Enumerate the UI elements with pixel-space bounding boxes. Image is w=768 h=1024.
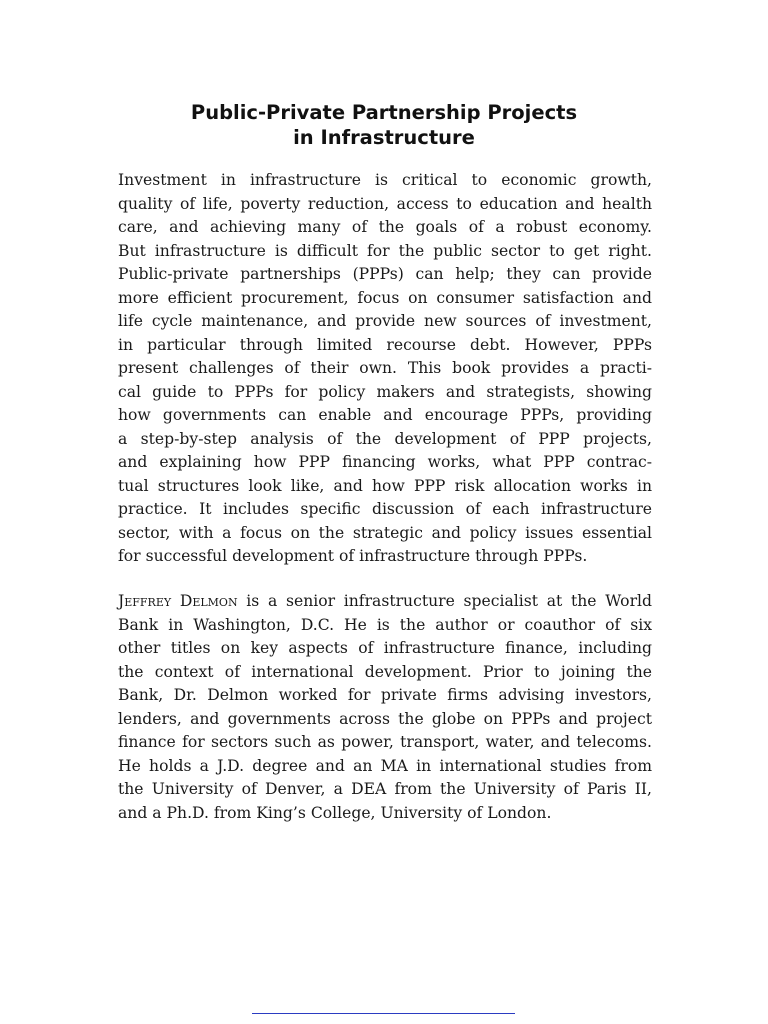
text-line: in particular through limited recourse debt. However, PPPs [118, 335, 652, 354]
text-line: life cycle maintenance, and provide new sources of investment, [118, 312, 652, 330]
text-line: Public-private partnerships (PPPs) can help; they can provide [118, 265, 652, 283]
text-line: lenders, and governments across the globe on PPPs and project [118, 709, 652, 728]
text-line: But infrastructure is difficult for the public sector to get right. [118, 241, 652, 260]
text-line: quality of life, poverty reduction, access to education and health [118, 194, 652, 213]
text-line: and a Ph.D. from King’s College, University of London. [118, 803, 552, 822]
text-line: tual structures look like, and how PPP risk allocation works in [118, 476, 652, 495]
text-line: for successful development of infrastructure through PPPs. [118, 547, 588, 565]
author-name: Jeffrey Delmon [118, 592, 238, 610]
text-line: and explaining how PPP financing works, what PPP contrac- [118, 453, 652, 471]
text-line: sector, with a focus on the strategic and policy issues essential [118, 523, 652, 542]
text-line: Investment in infrastructure is critical to economic growth, [118, 171, 652, 189]
text-line: Bank in Washington, D.C. He is the author or coauthor of six [118, 615, 652, 634]
text-line: the context of international development. Prior to joining the [118, 662, 652, 681]
author-bio-paragraph [118, 590, 652, 825]
text-line: He holds a J.D. degree and an MA in international studies from [118, 756, 652, 775]
text-line: practice. It includes specific discussion of each infrastructure [118, 500, 652, 518]
text-line: more efficient procurement, focus on consumer satisfaction and [118, 288, 652, 307]
text-line [118, 590, 652, 614]
text-line: finance for sectors such as power, transport, water, and telecoms. [118, 733, 652, 751]
text-line: how governments can enable and encourage PPPs, providing [118, 406, 652, 424]
text-line: the University of Denver, a DEA from the University of Paris II, [118, 780, 652, 798]
text-line: present challenges of their own. This book provides a practi- [118, 359, 652, 377]
book-title [118, 100, 650, 150]
text-line: a step-by-step analysis of the development of PPP projects, [118, 429, 652, 448]
text-line: care, and achieving many of the goals of a robust economy. [118, 218, 652, 236]
text-line: Bank, Dr. Delmon worked for private firms advising investors, [118, 686, 652, 704]
text-line: other titles on key aspects of infrastructure finance, including [118, 639, 652, 657]
book-title-line-1: Public-Private Partnership Projects [190, 101, 578, 124]
text-line: cal guide to PPPs for policy makers and strategists, showing [118, 382, 652, 401]
book-title-line-2: in Infrastructure [293, 126, 475, 149]
author-bio-first-line: is a senior infrastructure specialist at the World [237, 592, 652, 610]
footer-rule [252, 1013, 515, 1014]
book-description-paragraph [118, 169, 652, 569]
